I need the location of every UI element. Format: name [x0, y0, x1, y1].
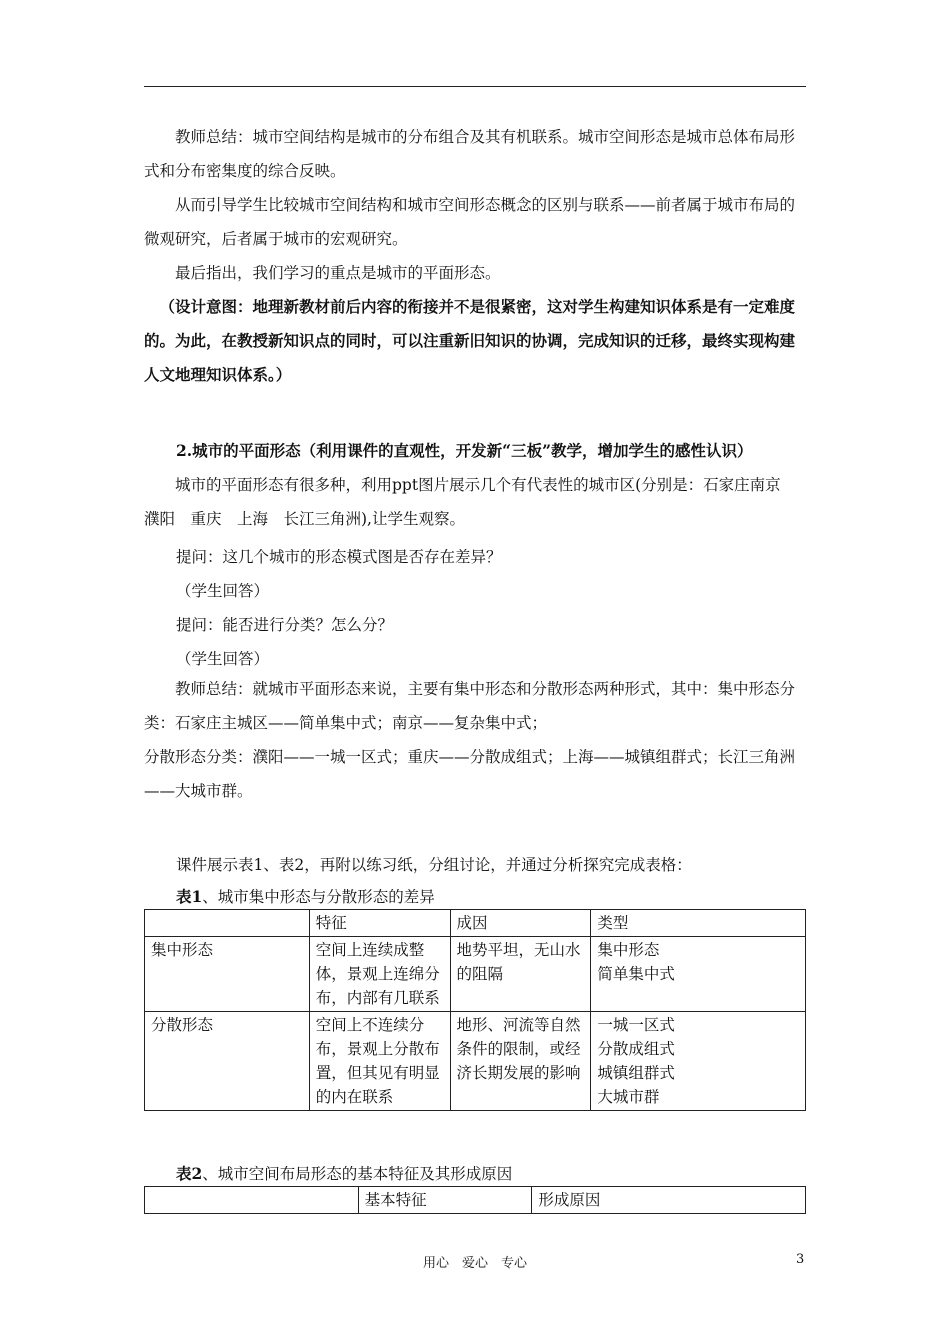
type-cell [591, 937, 806, 1012]
paragraph-ppt-show: 城市的平面形态有很多种，利用ppt图片展示几个有代表性的城市区(分别是：石家庄南京 濮阳 重庆 上海 长江三角洲),让学生观察。 [144, 476, 797, 528]
table1-caption-text: 、城市集中形态与分散形态的差异 [202, 888, 435, 906]
student-answer-1: （学生回答） [176, 582, 270, 600]
paragraph-courseware-tables: 课件展示表1、表2，再附以练习纸，分组讨论，并通过分析探究完成表格： [176, 856, 692, 874]
table-2 [144, 1186, 806, 1214]
type-line: 大城市群 [597, 1088, 660, 1106]
table-header-row [145, 1187, 806, 1214]
table1-caption-label: 表1 [176, 887, 203, 906]
header-rule [144, 86, 806, 87]
feature-cell: 空间上不连续分布，景观上分散布置，但其见有明显的内在联系 [309, 1012, 450, 1111]
row-name-cell: 集中形态 [145, 937, 310, 1012]
paragraph-teacher-summary-2: 教师总结：就城市平面形态来说，主要有集中形态和分散形态两种形式，其中：集中形态分类：石家庄主城区——简单集中式；南京——复杂集中式； [144, 680, 796, 732]
feature-cell: 空间上连续成整体，景观上连绵分布，内部有几联系 [309, 937, 450, 1012]
table-header-cell: 形成原因 [532, 1187, 806, 1214]
type-line: 集中形态 [597, 941, 660, 959]
section-heading-2: 2.城市的平面形态（利用课件的直观性，开发新“三板”教学，增加学生的感性认识） [176, 441, 753, 460]
footer-motto: 用心 爱心 专心 [422, 1256, 527, 1271]
paragraph-focus: 最后指出，我们学习的重点是城市的平面形态。 [175, 264, 501, 282]
question-2: 提问：能否进行分类？怎么分？ [176, 616, 394, 634]
table-header-cell: 类型 [591, 910, 806, 937]
table2-caption [176, 1163, 838, 1185]
table-header-cell [145, 910, 310, 937]
cause-cell: 地形、河流等自然条件的限制，或经济长期发展的影响 [450, 1012, 591, 1111]
paragraph-teacher-summary-1: 教师总结：城市空间结构是城市的分布组合及其有机联系。城市空间形态是城市总体布局形式和分布密集度的综合反映。 [144, 128, 796, 180]
paragraph-dispersed-types: 分散形态分类：濮阳——一城一区式；重庆——分散成组式；上海——城镇组群式；长江三角洲——大城市群。 [144, 748, 796, 800]
type-line: 简单集中式 [597, 965, 675, 983]
cause-cell: 地势平坦，无山水的阻隔 [450, 937, 591, 1012]
paragraph-design-intent: （设计意图：地理新教材前后内容的衔接并不是很紧密，这对学生构建知识体系是有一定难度的。为此，在教授新知识点的同时，可以注重新旧知识的协调，完成知识的迁移，最终实现构建人文地理知识体系。） [144, 297, 796, 384]
page-number: 3 [796, 1252, 805, 1267]
type-line: 城镇组群式 [597, 1064, 675, 1082]
type-line: 分散成组式 [597, 1040, 675, 1058]
student-answer-2: （学生回答） [176, 650, 270, 668]
table2-caption-label: 表2 [176, 1164, 203, 1183]
table-header-cell: 成因 [450, 910, 591, 937]
table-header-cell: 基本特征 [358, 1187, 532, 1214]
table2-caption-text: 、城市空间布局形态的基本特征及其形成原因 [202, 1165, 513, 1183]
table-header-cell [145, 1187, 359, 1214]
paragraph-guide-compare: 从而引导学生比较城市空间结构和城市空间形态概念的区别与联系——前者属于城市布局的微观研究，后者属于城市的宏观研究。 [144, 196, 796, 248]
table-header-row [145, 910, 806, 937]
type-line: 一城一区式 [597, 1016, 675, 1034]
type-cell [591, 1012, 806, 1111]
table-row [145, 937, 806, 1012]
question-1: 提问：这几个城市的形态模式图是否存在差异？ [176, 548, 502, 566]
table-1 [144, 909, 806, 1111]
table1-caption [176, 886, 838, 908]
row-name-cell: 分散形态 [145, 1012, 310, 1111]
table-header-cell: 特征 [309, 910, 450, 937]
table-row [145, 1012, 806, 1111]
